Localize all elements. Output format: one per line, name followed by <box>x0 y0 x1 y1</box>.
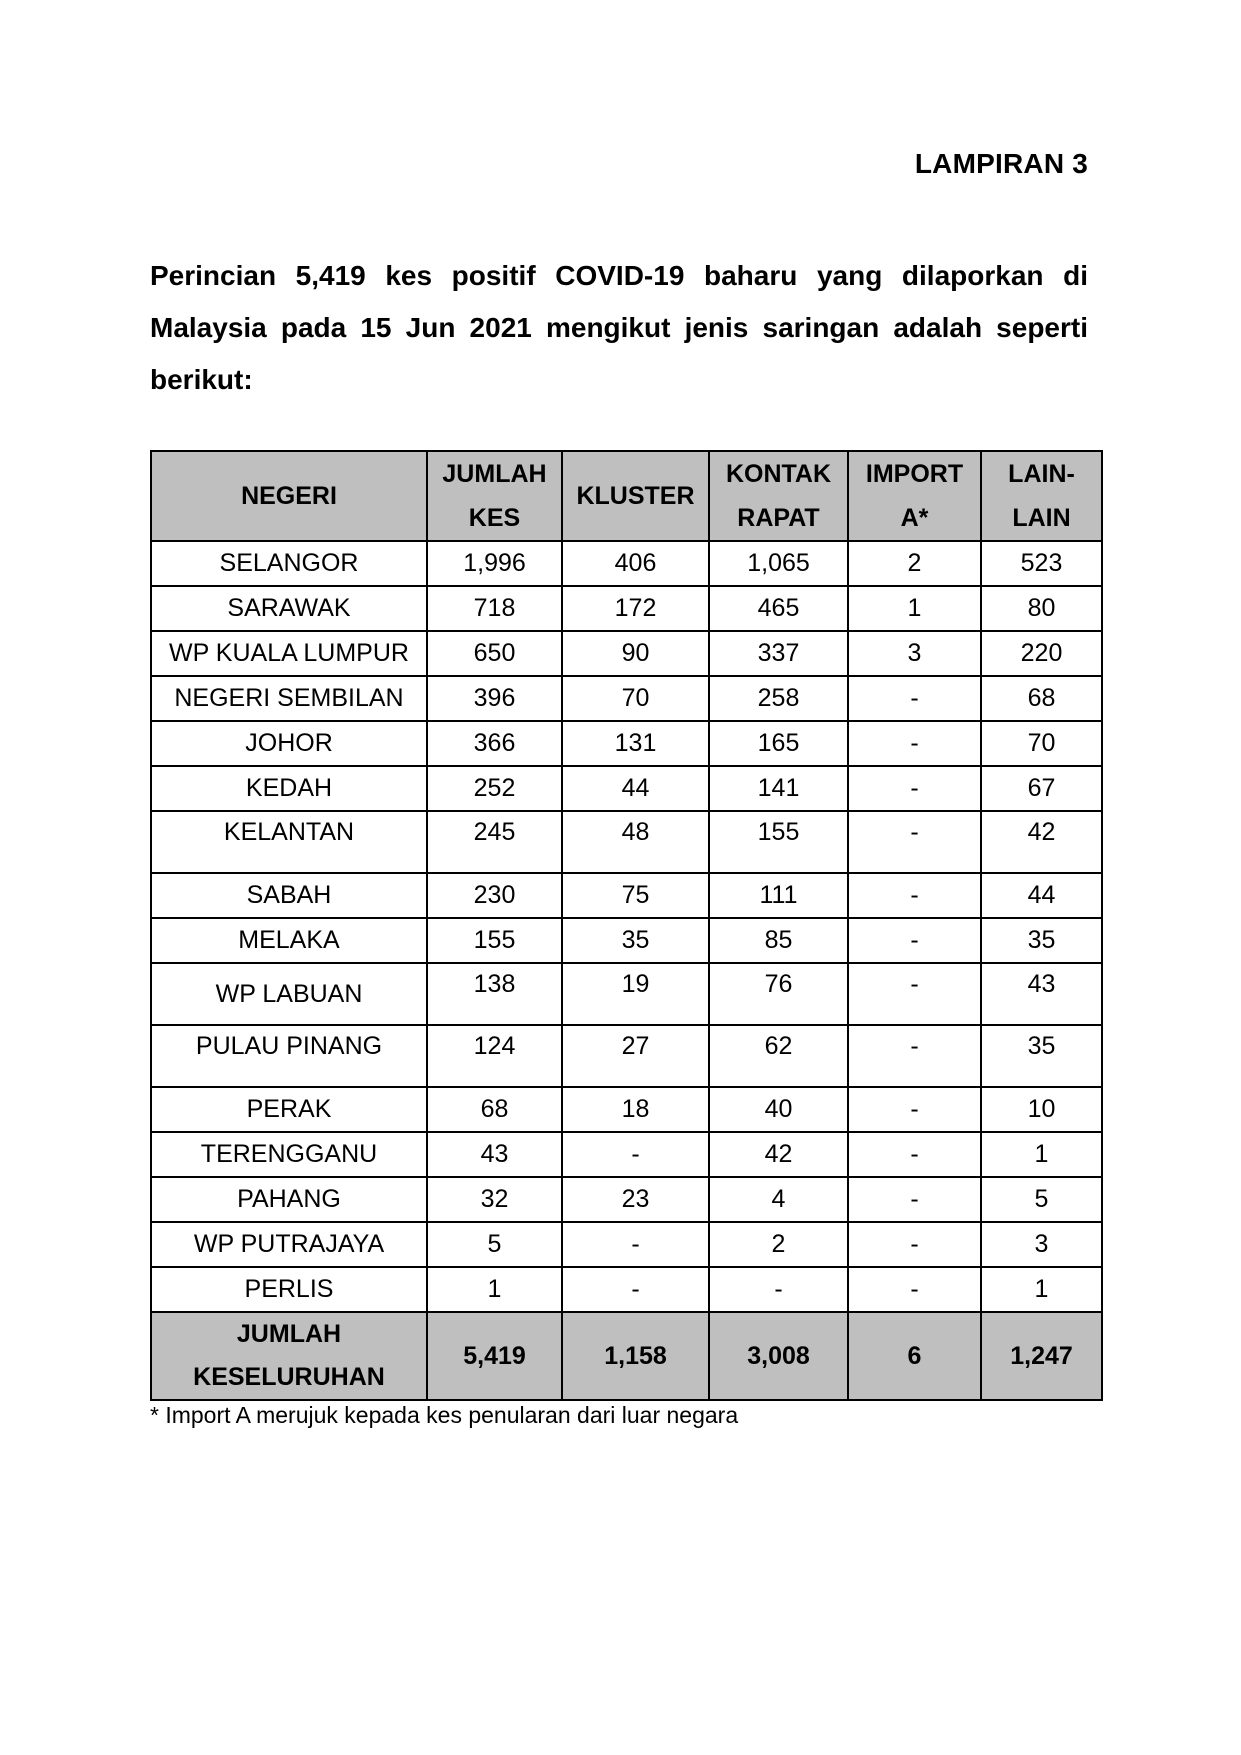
column-header-line: KONTAK <box>725 460 832 488</box>
cell-others: 523 <box>981 541 1102 586</box>
column-header-line: NEGERI <box>241 482 337 510</box>
cell-others: 10 <box>981 1087 1102 1132</box>
cell-close-contact: 62 <box>709 1025 848 1087</box>
cell-others: 3 <box>981 1222 1102 1267</box>
table-row <box>151 1222 1102 1267</box>
cell-total-cases: 650 <box>427 631 562 676</box>
cell-cluster: 48 <box>562 811 709 873</box>
cell-cluster: 90 <box>562 631 709 676</box>
cell-close-contact: 4 <box>709 1177 848 1222</box>
table-row <box>151 1177 1102 1222</box>
cell-state: PERAK <box>151 1087 427 1132</box>
column-header-close-contact <box>709 451 848 541</box>
cell-import-a: - <box>848 1222 981 1267</box>
cell-others: 220 <box>981 631 1102 676</box>
cell-cluster: 27 <box>562 1025 709 1087</box>
cell-close-contact: - <box>709 1267 848 1312</box>
cell-others: 1 <box>981 1132 1102 1177</box>
column-header-line: A* <box>900 504 929 532</box>
cell-total-cases: 138 <box>427 963 562 1025</box>
header-row <box>151 451 1102 541</box>
cell-total-cases: 1 <box>427 1267 562 1312</box>
column-header-import-a <box>848 451 981 541</box>
cell-close-contact: 42 <box>709 1132 848 1177</box>
table-row <box>151 676 1102 721</box>
cell-import-a: - <box>848 676 981 721</box>
column-header-line: KES <box>468 504 521 532</box>
cell-cluster: 44 <box>562 766 709 811</box>
cell-total-cases: 124 <box>427 1025 562 1087</box>
cell-others: 43 <box>981 963 1102 1025</box>
cell-others: 68 <box>981 676 1102 721</box>
total-row <box>151 1312 1102 1400</box>
column-header-line: IMPORT <box>865 460 964 488</box>
table-row <box>151 766 1102 811</box>
table-row <box>151 918 1102 963</box>
cell-total-cases: 43 <box>427 1132 562 1177</box>
cell-import-a: - <box>848 1025 981 1087</box>
column-header-total-cases <box>427 451 562 541</box>
cell-state: KEDAH <box>151 766 427 811</box>
cell-total-cases: 230 <box>427 873 562 918</box>
cell-total-cases: 245 <box>427 811 562 873</box>
cell-cluster: 406 <box>562 541 709 586</box>
cell-total-cases: 718 <box>427 586 562 631</box>
total-import-a: 6 <box>848 1312 981 1400</box>
cell-import-a: 3 <box>848 631 981 676</box>
table-row <box>151 1132 1102 1177</box>
cell-import-a: - <box>848 918 981 963</box>
cell-cluster: - <box>562 1267 709 1312</box>
cell-others: 44 <box>981 873 1102 918</box>
cell-import-a: - <box>848 1267 981 1312</box>
cell-close-contact: 85 <box>709 918 848 963</box>
column-header-cluster <box>562 451 709 541</box>
table-header <box>151 451 1102 541</box>
cell-close-contact: 141 <box>709 766 848 811</box>
cell-total-cases: 1,996 <box>427 541 562 586</box>
column-header-line: KLUSTER <box>576 482 695 510</box>
cell-total-cases: 252 <box>427 766 562 811</box>
column-header-state <box>151 451 427 541</box>
cell-import-a: 1 <box>848 586 981 631</box>
table-row <box>151 1267 1102 1312</box>
table-row <box>151 1087 1102 1132</box>
column-header-line: LAIN <box>1012 504 1071 532</box>
intro-paragraph: Perincian 5,419 kes positif COVID-19 baharu yang dilaporkan di Malaysia pada 15 Jun 2021 mengikut jenis saringan adalah seperti berikut: <box>150 260 1088 395</box>
cell-state: PAHANG <box>151 1177 427 1222</box>
column-header-others <box>981 451 1102 541</box>
cell-close-contact: 111 <box>709 873 848 918</box>
cell-cluster: 19 <box>562 963 709 1025</box>
cell-import-a: - <box>848 1177 981 1222</box>
annex-label: LAMPIRAN 3 <box>914 148 1088 179</box>
cell-import-a: - <box>848 963 981 1025</box>
cell-cluster: 70 <box>562 676 709 721</box>
table-row <box>151 541 1102 586</box>
cell-total-cases: 396 <box>427 676 562 721</box>
cell-close-contact: 165 <box>709 721 848 766</box>
cell-state: MELAKA <box>151 918 427 963</box>
cell-cluster: 75 <box>562 873 709 918</box>
cell-close-contact: 337 <box>709 631 848 676</box>
cell-import-a: 2 <box>848 541 981 586</box>
cell-state: SABAH <box>151 873 427 918</box>
cell-cluster: - <box>562 1132 709 1177</box>
cell-others: 80 <box>981 586 1102 631</box>
cell-state: SARAWAK <box>151 586 427 631</box>
cell-total-cases: 155 <box>427 918 562 963</box>
cell-others: 5 <box>981 1177 1102 1222</box>
cell-close-contact: 155 <box>709 811 848 873</box>
cell-state: WP PUTRAJAYA <box>151 1222 427 1267</box>
total-close-contact: 3,008 <box>709 1312 848 1400</box>
cell-close-contact: 40 <box>709 1087 848 1132</box>
table-row <box>151 811 1102 873</box>
cell-import-a: - <box>848 1132 981 1177</box>
cell-state: WP KUALA LUMPUR <box>151 631 427 676</box>
cell-state: TERENGGANU <box>151 1132 427 1177</box>
cell-close-contact: 1,065 <box>709 541 848 586</box>
total-label-line: KESELURUHAN <box>193 1363 385 1391</box>
cell-others: 70 <box>981 721 1102 766</box>
total-others: 1,247 <box>981 1312 1102 1400</box>
total-cluster: 1,158 <box>562 1312 709 1400</box>
table-row <box>151 631 1102 676</box>
cell-import-a: - <box>848 873 981 918</box>
cell-total-cases: 5 <box>427 1222 562 1267</box>
cell-cluster: 131 <box>562 721 709 766</box>
cell-state: PULAU PINANG <box>151 1025 427 1087</box>
column-header-line: JUMLAH <box>442 460 547 488</box>
cell-state: NEGERI SEMBILAN <box>151 676 427 721</box>
cell-cluster: 18 <box>562 1087 709 1132</box>
cell-import-a: - <box>848 811 981 873</box>
cell-close-contact: 76 <box>709 963 848 1025</box>
total-total-cases: 5,419 <box>427 1312 562 1400</box>
cell-cluster: 23 <box>562 1177 709 1222</box>
table-body <box>151 541 1102 1312</box>
cell-cluster: 35 <box>562 918 709 963</box>
cell-cluster: 172 <box>562 586 709 631</box>
table-total-row <box>151 1312 1102 1400</box>
cell-import-a: - <box>848 766 981 811</box>
cell-import-a: - <box>848 721 981 766</box>
table-row <box>151 1025 1102 1087</box>
cell-total-cases: 32 <box>427 1177 562 1222</box>
footnote: * Import A merujuk kepada kes penularan dari luar negara <box>150 1402 739 1428</box>
cell-state: WP LABUAN <box>151 963 427 1025</box>
cell-total-cases: 366 <box>427 721 562 766</box>
cell-close-contact: 258 <box>709 676 848 721</box>
cell-others: 42 <box>981 811 1102 873</box>
total-label <box>151 1312 427 1400</box>
cell-state: PERLIS <box>151 1267 427 1312</box>
cell-total-cases: 68 <box>427 1087 562 1132</box>
cell-others: 1 <box>981 1267 1102 1312</box>
cases-by-state-table <box>150 450 1103 1401</box>
cell-others: 67 <box>981 766 1102 811</box>
table-row <box>151 721 1102 766</box>
cell-state: JOHOR <box>151 721 427 766</box>
cell-close-contact: 465 <box>709 586 848 631</box>
column-header-line: RAPAT <box>737 504 820 532</box>
cell-cluster: - <box>562 1222 709 1267</box>
cell-state: SELANGOR <box>151 541 427 586</box>
table-row <box>151 586 1102 631</box>
column-header-line: LAIN- <box>1008 460 1075 488</box>
cell-others: 35 <box>981 918 1102 963</box>
cell-others: 35 <box>981 1025 1102 1087</box>
total-label-line: JUMLAH <box>236 1320 342 1348</box>
table-row <box>151 873 1102 918</box>
cell-close-contact: 2 <box>709 1222 848 1267</box>
cell-state: KELANTAN <box>151 811 427 873</box>
cell-import-a: - <box>848 1087 981 1132</box>
table-row <box>151 963 1102 1025</box>
